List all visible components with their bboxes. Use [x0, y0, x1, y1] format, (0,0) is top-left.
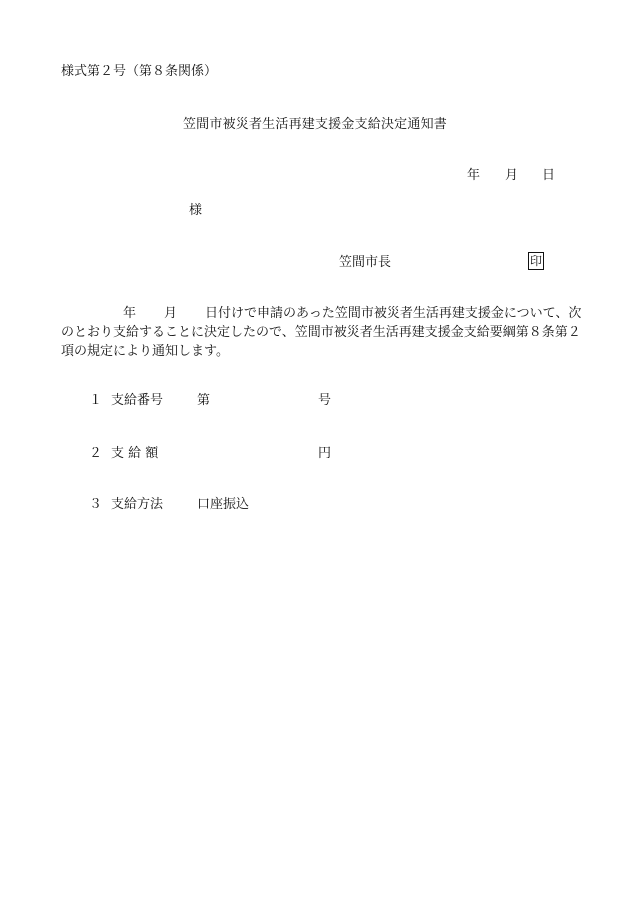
- issuer-name: 笠間市長: [339, 255, 392, 270]
- recipient-suffix: 様: [189, 203, 203, 218]
- document-title: 笠間市被災者生活再建支援金支給決定通知書: [182, 117, 447, 132]
- item-value-prefix: 第: [197, 393, 211, 408]
- item-value-suffix: 円: [318, 446, 332, 461]
- item-value-prefix: 口座振込: [197, 497, 250, 512]
- form-number: 様式第２号（第８条関係）: [61, 64, 218, 79]
- item-label-payment-method: 支給方法: [111, 497, 164, 512]
- body-month-unit: 月: [164, 306, 178, 321]
- date-year-unit: 年: [467, 168, 481, 183]
- item-label-payment-number: 支給番号: [111, 393, 164, 408]
- item-number: ２: [89, 446, 103, 461]
- item-number: １: [89, 393, 103, 408]
- item-number: ３: [89, 497, 103, 512]
- notice-body: [61, 304, 582, 361]
- item-value-suffix: 号: [318, 393, 332, 408]
- body-year-unit: 年: [123, 306, 137, 321]
- date-month-unit: 月: [505, 168, 519, 183]
- item-label-payment-amount: 支 給 額: [111, 446, 159, 461]
- body-line-1: [61, 304, 582, 323]
- body-line-2: のとおり支給することに決定したので、笠間市被災者生活再建支援金支給要綱第８条第２: [61, 325, 581, 340]
- body-line-1-text: 日付けで申請のあった笠間市被災者生活再建支援金について、次: [205, 306, 582, 321]
- date-day-unit: 日: [542, 168, 556, 183]
- body-line-3: 項の規定により通知します。: [61, 344, 229, 359]
- seal-box: 印: [529, 254, 542, 268]
